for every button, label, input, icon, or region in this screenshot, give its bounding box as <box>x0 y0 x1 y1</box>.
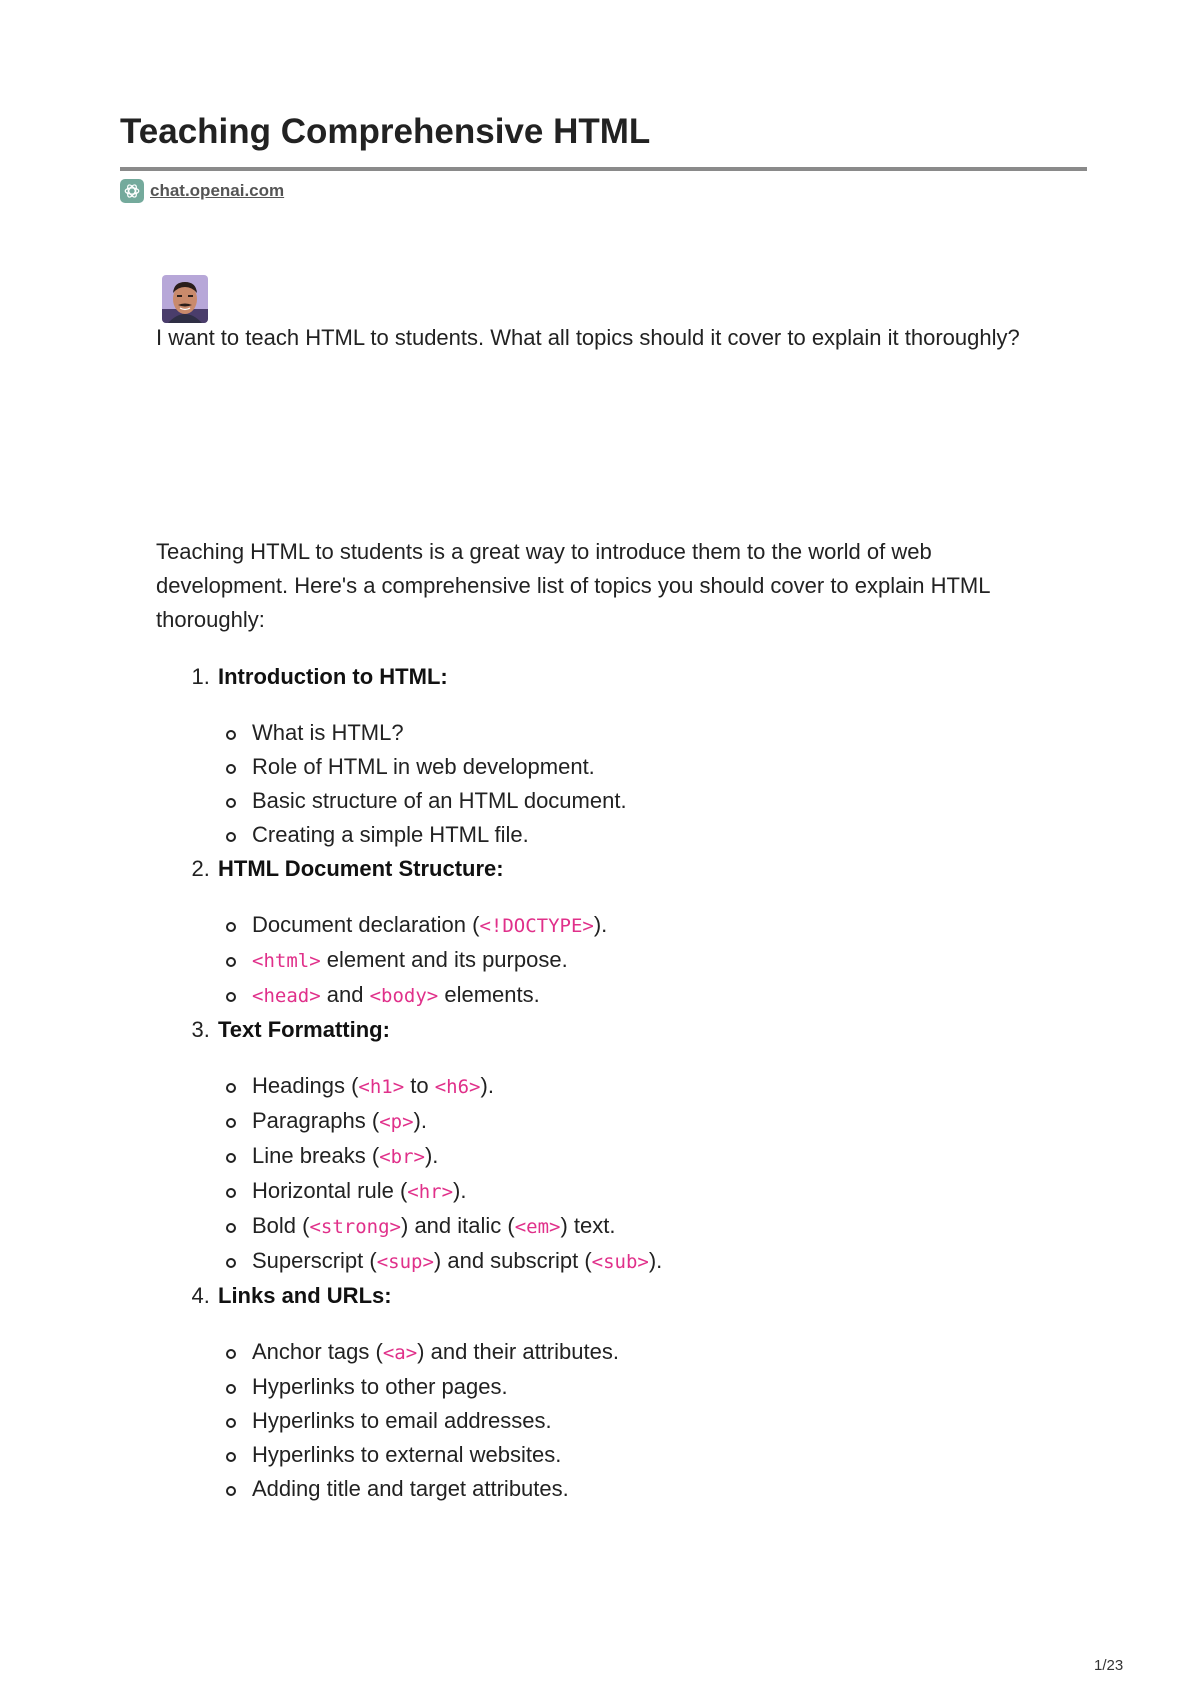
source-line <box>120 179 284 203</box>
inline-code: <strong> <box>309 1216 401 1238</box>
topic-section <box>216 852 1066 1013</box>
inline-code: <sup> <box>376 1251 434 1273</box>
assistant-answer-intro: Teaching HTML to students is a great way to introduce them to the world of web development. Here's a comprehensive list of topics you should cover to explain HTML thoroughly: <box>156 539 990 632</box>
topic-section <box>216 1013 1066 1279</box>
list-item: Hyperlinks to other pages. <box>252 1370 1066 1404</box>
list-item: Paragraphs (<p>). <box>252 1104 1066 1139</box>
inline-code: <a> <box>382 1342 418 1364</box>
inline-code: <br> <box>379 1146 425 1168</box>
list-item: Line breaks (<br>). <box>252 1139 1066 1174</box>
list-item: Bold (<strong>) and italic (<em>) text. <box>252 1209 1066 1244</box>
topic-section <box>216 660 1066 852</box>
page-title: Teaching Comprehensive HTML <box>120 112 651 151</box>
list-item: Adding title and target attributes. <box>252 1472 1066 1506</box>
inline-code: <p> <box>379 1111 414 1133</box>
list-item: What is HTML? <box>252 716 1066 750</box>
inline-code: <!DOCTYPE> <box>479 915 594 937</box>
inline-code: <h6> <box>434 1076 481 1098</box>
list-item: Role of HTML in web development. <box>252 750 1066 784</box>
inline-code: <sub> <box>591 1251 649 1273</box>
list-item: Creating a simple HTML file. <box>252 818 1066 852</box>
list-item: Basic structure of an HTML document. <box>252 784 1066 818</box>
topic-subitems <box>218 908 1066 1013</box>
topic-section <box>216 1279 1066 1506</box>
list-item: Anchor tags (<a>) and their attributes. <box>252 1335 1066 1370</box>
topics-list <box>156 660 1066 1506</box>
topic-section-title: Links and URLs: <box>218 1283 392 1308</box>
list-item: Document declaration (<!DOCTYPE>). <box>252 908 1066 943</box>
list-item: Headings (<h1> to <h6>). <box>252 1069 1066 1104</box>
list-item: Hyperlinks to external websites. <box>252 1438 1066 1472</box>
list-item: <html> element and its purpose. <box>252 943 1066 978</box>
list-item: Horizontal rule (<hr>). <box>252 1174 1066 1209</box>
inline-code: <html> <box>252 950 321 972</box>
topic-section-title: HTML Document Structure: <box>218 856 504 881</box>
topic-subitems <box>218 716 1066 852</box>
inline-code: <head> <box>252 985 321 1007</box>
inline-code: <hr> <box>407 1181 454 1203</box>
source-link[interactable]: chat.openai.com <box>150 181 285 200</box>
openai-logo-icon <box>120 179 144 203</box>
page-number: 1/23 <box>1094 1657 1124 1674</box>
inline-code: <em> <box>514 1216 561 1238</box>
list-item: <head> and <body> elements. <box>252 978 1066 1013</box>
list-item: Hyperlinks to email addresses. <box>252 1404 1066 1438</box>
user-question: I want to teach HTML to students. What all topics should it cover to explain it thoroughly? <box>156 325 1020 350</box>
topic-subitems <box>218 1069 1066 1279</box>
inline-code: <body> <box>369 985 439 1007</box>
topic-section-title: Introduction to HTML: <box>218 664 448 689</box>
list-item: Superscript (<sup>) and subscript (<sub>). <box>252 1244 1066 1279</box>
user-avatar <box>162 275 208 323</box>
topic-subitems <box>218 1335 1066 1506</box>
inline-code: <h1> <box>358 1076 405 1098</box>
title-divider <box>120 167 1087 171</box>
topic-section-title: Text Formatting: <box>218 1017 390 1042</box>
